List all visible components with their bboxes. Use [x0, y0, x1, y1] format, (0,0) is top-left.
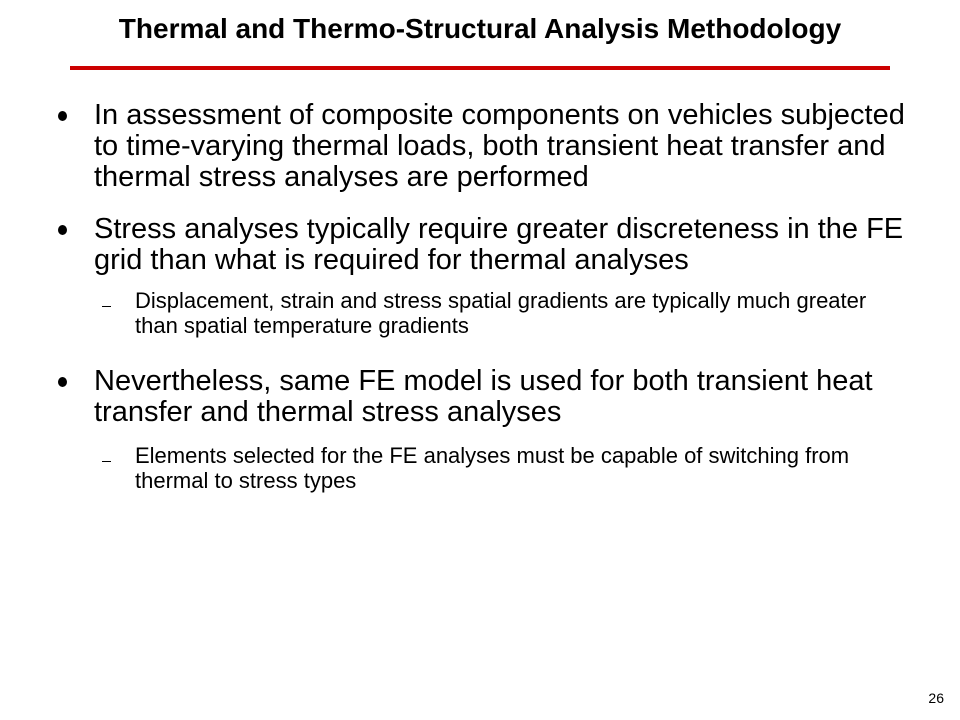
sub-bullet-dash-icon	[102, 461, 111, 462]
slide-title: Thermal and Thermo-Structural Analysis Methodology	[118, 13, 842, 44]
sub-bullet-item	[58, 443, 908, 493]
bullet-text: Stress analyses typically require greater discreteness in the FE grid than what is required for thermal analyses	[94, 213, 904, 276]
title-underline	[70, 66, 890, 70]
sub-bullet-text: Elements selected for the FE analyses must be capable of switching from thermal to stress types	[135, 443, 850, 493]
bullet-dot-icon	[58, 111, 67, 121]
page-number: 26	[928, 690, 944, 706]
bullet-dot-icon	[58, 377, 67, 387]
bullet-text: Nevertheless, same FE model is used for both transient heat transfer and thermal stress analyses	[94, 365, 873, 428]
bullet-dot-icon	[58, 225, 67, 235]
bullet-item	[58, 366, 908, 428]
sub-bullet-dash-icon	[102, 306, 111, 307]
sub-bullet-item	[58, 288, 908, 338]
bullet-text: In assessment of composite components on vehicles subjected to time-varying thermal loads, both transient heat transfer and thermal stress analyses are performed	[94, 99, 905, 193]
bullet-item	[58, 214, 908, 276]
slide-content	[58, 100, 908, 493]
bullet-item	[58, 100, 908, 193]
sub-bullet-text: Displacement, strain and stress spatial gradients are typically much greater than spatial temperature gradients	[135, 288, 867, 338]
